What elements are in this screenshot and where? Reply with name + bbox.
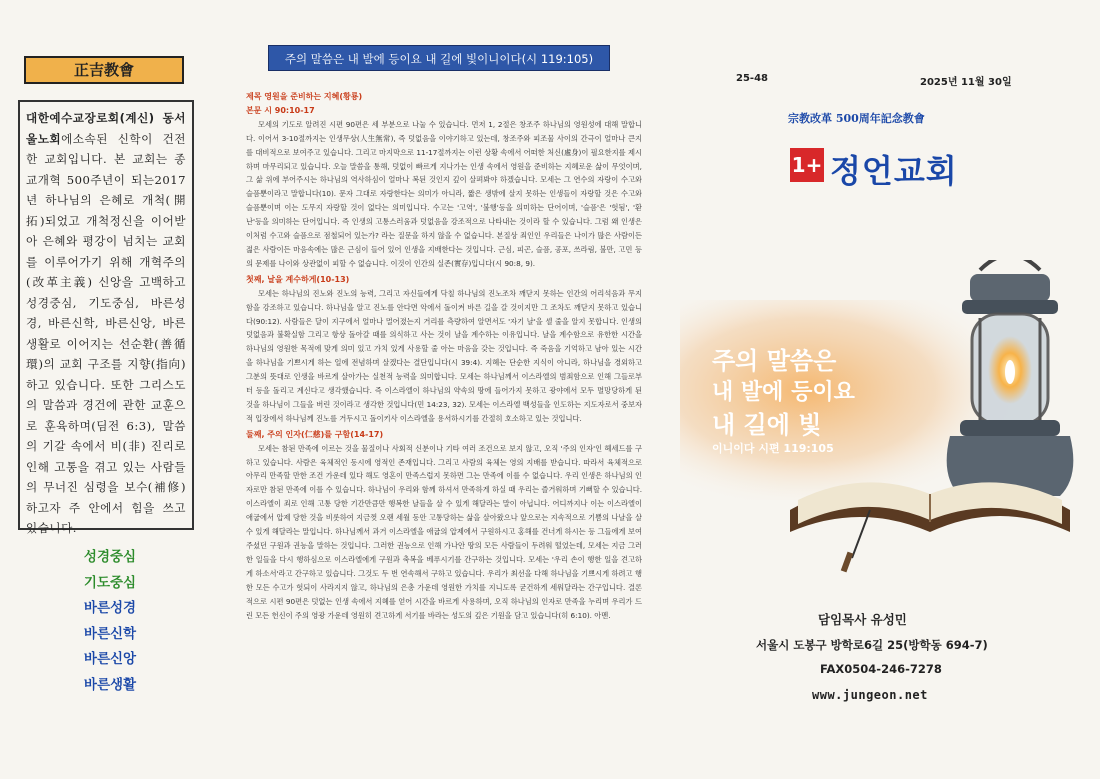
art-line: 내 발에 등이요 (712, 380, 855, 405)
sermon-text-ref: 본문 시 90:10-17 (246, 105, 315, 115)
denomination: 대한예수교장로회(계신) 동서울노회 (26, 111, 186, 146)
section-body: 모세는 하나님의 진노와 진노의 능력, 그리고 자신들에게 닥칠 하나님의 진노조차 깨닫지 못하는 인간의 어리석음과 무지함을 강조하고 있습니다. 하나님을 알고 진노를 안다면 악에서 돌이켜 바른 길을 갈 것이지만 그 조차도 깨닫지 못하고 있습니다(90:12). 사람들은 달이 지구에서 얼마나 멀어졌는지 거리를 측량하여 알면서도 '자기 날'을 셀 줄을 알지 못합니다. 인생의 덧없음과 불확실함 그리고 항상 돌아갈 때를 의식하고 사는 것이 날을 계수하는 이유입니다. 날을 계수함으로 유한한 시간을 하나님의 영원한 목적에 맞게 의미 있고 가치 있게 사용할 줄 아는 마음을 갖는 것입니다. 즉 죽음을 기억하고 남아 있는 시간을 하나님을 기쁘시게 하는 일에 전념하며 살겠다는 결단입니다(시 39:4). 지혜는 단순한 지식이 아니라, 하나님을 경외하고 그분의 뜻대로 인생을 바르게 살아가는 실천적 능력을 의미합니다. 모세는 하나님께서 이스라엘의 범죄함으로 인해 그들로부터 등을 돌리고 계신다고 생각했습니다. 즉 이스라엘이 하나님의 약속의 땅에 들어가지 못하고 광야에서 모두 멸망당하게 된 것을 하나님이 그들을 버린 것이라고 생각한 것입니다(민 14:23, 32). 모세는 이스라엘 백성들을 인도하는 지도자로서 중보자적 입장에서 하나님께 진노를 거두시고 돌이키사 이스라엘을 용서하시기를 간절히 호소하고 있는 것입니다. (246, 288, 642, 423)
fax-number: FAX0504-246-7278 (820, 662, 942, 676)
sermon-column (246, 90, 642, 622)
pastor-name: 담임목사 유성민 (818, 612, 907, 627)
motto-item: 바른생활 (83, 676, 137, 693)
motto-item: 성경중심 (83, 549, 137, 565)
church-logo: 1+ (790, 148, 824, 182)
open-bible-icon (790, 482, 1070, 572)
issue-number: 25-48 (736, 73, 768, 84)
church-motto-list (40, 545, 180, 698)
church-intro-box (18, 100, 194, 535)
section-heading: 첫째, 날을 계수하게(10-13) (246, 274, 350, 284)
sermon-title: 제목 영원을 준비하는 지혜(황룡) (246, 92, 363, 101)
motto-item: 바른성경 (83, 600, 137, 616)
intro-body: 에소속된 신학이 건전한 교회입니다. 본 교회는 종교개혁 500주년이 되는2017년 하나님의 은혜로 개척(開拓)되었고 개척정신을 이어받아 은혜와 평강이 넘치는 교회를 이루어가기 위해 개혁주의(改革主義) 신앙을 고백하고 성경중심, 기도중심, 바른성경, 바른신학, 바른신앙, 바른생활로 이어지는 선순환(善循環)의 교회 구조를 지향(指向)하고 있습니다. 또한 그리스도의 말씀과 경건에 관한 교훈으로 훈육하며(딤전 6:3), 말씀의 기갈 속에서 비(非) 진리로 인해 고통을 겪고 있는 사람들의 무너진 심령을 보수(補修)하고자 주 안에서 힘을 쓰고 있습니다. (26, 131, 186, 535)
section-body: 모세는 참된 만족에 이르는 것을 물질이나 사회적 신분이나 기타 여러 조건으로 보지 않고, 오직 '주의 인자'인 헤세드를 구하고 있습니다. 사람은 육체적인 동시에 영적인 존재입니다. 그리고 사람의 육체는 영의 지배를 받습니다. 따라서 육체적으로 아무리 만족할 만한 조건 가운데 있다 해도 영혼이 만족스럽지 못하면 그는 만족에 이를 수 없습니다. 우리 인생은 하나님의 인자로만 참된 만족에 이를 수 있습니다. 하나님이 우리와 함께 하셔서 만족하게 하실 때 우리는 즐거워하며 기뻐할 수 있습니다. 이스라엘이 죄로 인해 고통 당한 기간만큼만 행복한 날들을 살 수 있게 해달라는 말이 아닙니다. 어디까지나 이는 이스라엘이 애굽에서 압제 당한 것을 비롯하여 지금껏 오랜 세월 동안 고통당하는 삶을 살아왔으나 앞으로는 지속적으로 기쁨의 나날을 살 수 있게 해달라는 말입니다. 하나님께서 과거 이스라엘을 애굽의 압제에서 구원하시고 홍해를 건너게 하시는 등 그들에게 보여 주셨던 구원과 권능을 말하는 것입니다. 그러한 권능으로 인해 가나안 땅의 모든 사람들이 두려워 떨었는데, 모세는 지금 그러한 일들을 다시 행하심으로 이스라엘에게 구원과 축복을 베푸시기를 간구하는 것입니다. 모세는 '우리 손이 행한 일을 견고하게 하소서'라고 간구하고 있습니다. 그것도 두 번 연속해서 구하고 있습니다. 우리가 최선을 다해 하나님을 기쁘시게 하려고 행한 모든 수고가 헛되이 사라지지 않고, 하나님의 은총 가운데 영원한 가치를 지니도록 굳건하게 세워달라는 간구입니다. 결론적으로 시편 90편은 덧없는 인생 속에서 지혜를 얻어 시간을 바르게 사용하며, 오직 하나님의 인자로 만족을 누리며 우리가 드린 모든 헌신이 주의 영광 가운데 영원히 견고하게 서기를 바라는 성도의 깊은 기원을 담고 있습니다(히 6:10). 아멘. (246, 443, 642, 620)
church-name-tab: 正吉教會 (24, 56, 184, 84)
sermon-intro: 모세의 기도로 알려진 시편 90편은 세 부분으로 나눌 수 있습니다. 먼저 1, 2절은 창조주 하나님의 영원성에 대해 말합니다. 이어서 3-10절까지는 인생무상(人生無常), 즉 덧없음을 이야기하고 있는데, 창조주와 피조물 사이의 간극이 얼마나 큰지를 대비적으로 보여주고 있습니다. 그리고 마지막으로 11-17절까지는 이런 상황 속에서 어떠한 처신(處身)이 필요한지를 제시하며 마무리되고 있습니다. 오늘 말씀을 통해, 덧없이 빠르게 지나가는 인생 속에서 영원을 준비하는 지혜로운 삶이 무엇이며, 그 삶 위에 부어주시는 하나님의 역사하심이 얼마나 복된 것인지 깊이 살펴봐야 하겠습니다. 모세는 그 연수의 자랑이 수고와 슬픔뿐이라고 말합니다(10). 문자 그대로 자랑한다는 의미가 아니라, 짧은 생밖에 살지 못하는 인생들이 자랑할 것은 수고와 슬픔뿐이며 이는 도무지 자랑할 것이 없다는 의미입니다. 수고는 '고역', '불행'등을 의미하는 단어이며, '슬픔'은 '헛됨', '환난'등을 의미하는 단어입니다. 즉 인생의 고통스러움과 덧없음을 강조적으로 나타내는 것이라 할 수 있습니다. 그럼 왜 인생은 이처럼 수고와 슬픔으로 점철되어 있는가? 라는 질문을 하지 않을 수 없습니다. 본질상 죄인인 우리들은 나이가 많은 사람이든 젊은 사람이든 마음속에는 많은 근심이 들어 있어 인생을 지배한다는 것입니다. 근심, 피곤, 슬픔, 공포, 쓰라림, 불만, 고민 등의 문제를 나이와 상관없이 피할 수 없습니다. 이것이 인간의 실존(實存)입니다(시 90:8, 9). (246, 119, 642, 268)
church-title: 정언교회 (830, 152, 958, 190)
scripture-banner: 주의 말씀은 내 발에 등이요 내 길에 빛이니이다(시 119:105) (268, 45, 610, 71)
anniversary-label: 宗教改革 500周年記念教會 (788, 112, 925, 125)
motto-item: 바른신앙 (83, 651, 137, 667)
church-address: 서울시 도봉구 방학로6길 25(방학동 694-7) (756, 638, 988, 652)
website-link[interactable]: www.jungeon.net (812, 688, 928, 702)
art-line: 내 길에 빛 (712, 411, 822, 439)
church-intro-text (26, 108, 186, 539)
motto-item: 기도중심 (83, 574, 137, 591)
motto-item: 바른신학 (83, 625, 137, 642)
art-line: 주의 말씀은 (712, 347, 837, 375)
scripture-art-text (712, 345, 855, 457)
section-heading: 둘째, 주의 인자(仁慈)를 구함(14-17) (246, 429, 384, 439)
art-line: 이니이다 시편 119:105 (712, 442, 834, 455)
bulletin-date: 2025년 11월 30일 (920, 77, 1012, 88)
